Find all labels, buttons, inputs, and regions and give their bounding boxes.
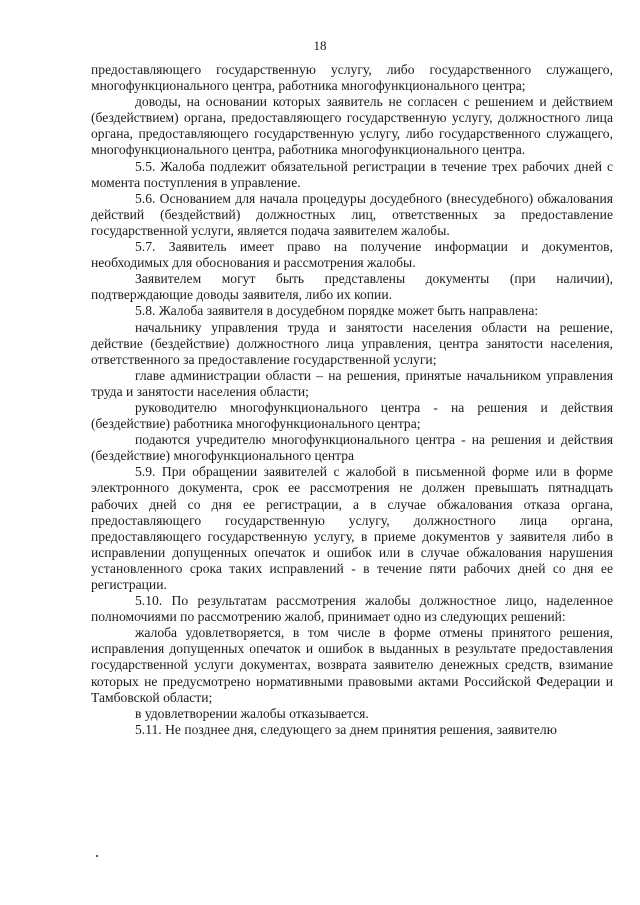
document-body <box>91 62 613 738</box>
paragraph-5-5: 5.5. Жалоба подлежит обязательной регистрации в течение трех рабочих дней с момента поступления в управление. <box>91 158 613 190</box>
paragraph-mfc-founder: подаются учредителю многофункционального центра - на решения и действия (бездействие) многофункционального центра <box>91 432 613 464</box>
page-number: 18 <box>313 38 327 53</box>
paragraph-mfc-head: руководителю многофункционального центра - на решения и действия (бездействие) работника многофункционального центра; <box>91 399 613 432</box>
paragraph-5-11: 5.11. Не позднее дня, следующего за днем принятия решения, заявителю <box>135 721 557 737</box>
paragraph-5-7: 5.7. Заявитель имеет право на получение информации и документов, необходимых для обоснования и рассмотрения жалобы. <box>91 239 613 271</box>
paragraph-complaint-satisfied: жалоба удовлетворяется, в том числе в форме отмены принятого решения, исправления допущенных опечаток и ошибок в выданных в результате предоставления государственной услуги документах, возврата заявителю денежных средств, взимание которых не предусмотрено нормативными правовыми актами Российской Федерации и Тамбовской области; <box>91 625 613 705</box>
paragraph-5-6: 5.6. Основанием для начала процедуры досудебного (внесудебного) обжалования действий (бездействий) должностных лиц, ответственных за предоставление государственной услуги, является подача заявителем жалобы. <box>91 190 613 238</box>
paragraph-5-8: 5.8. Жалоба заявителя в досудебном порядке может быть направлена: <box>135 303 539 319</box>
paragraph-head-of-administration: главе администрации области – на решения, принятые начальником управления труда и занятости населения области; <box>91 367 613 399</box>
paragraph-documents: Заявителем могут быть представлены документы (при наличии), подтверждающие доводы заявителя, либо их копии. <box>91 271 613 303</box>
paragraph-arguments: доводы, на основании которых заявитель не согласен с решением и действием (бездействием) органа, предоставляющего государственную услугу, должностного лица органа, предоставляющего государственную услугу, либо государственного служащего, многофункционального центра, работника многофункционального центра. <box>91 94 613 158</box>
scan-speck <box>96 855 98 857</box>
paragraph-continuation: предоставляющего государственную услугу, либо государственного служащего, многофункционального центра, работника многофункционального центра; <box>91 62 613 94</box>
paragraph-head-of-department: начальнику управления труда и занятости населения области на решение, действие (бездействие) должностного лица управления, центра занятости населения, ответственного за предоставление государственной услуги; <box>91 319 613 367</box>
paragraph-5-10: 5.10. По результатам рассмотрения жалобы должностное лицо, наделенное полномочиями по рассмотрению жалоб, принимает одно из следующих решений: <box>91 593 613 625</box>
paragraph-5-9: 5.9. При обращении заявителей с жалобой в письменной форме или в форме электронного документа, срок ее рассмотрения не должен превышать пятнадцать рабочих дней со дня ее регистрации, а в случае обжалования отказа органа, предоставляющего государственную услугу, должностного лица органа, предоставляющего государственную услугу, в приеме документов у заявителя либо в исправлении допущенных опечаток и ошибок или в случае обжалования нарушения установленного срока таких исправлений - в течение пяти рабочих дней со дня ее регистрации. <box>91 464 613 592</box>
paragraph-complaint-rejected: в удовлетворении жалобы отказывается. <box>135 705 369 721</box>
